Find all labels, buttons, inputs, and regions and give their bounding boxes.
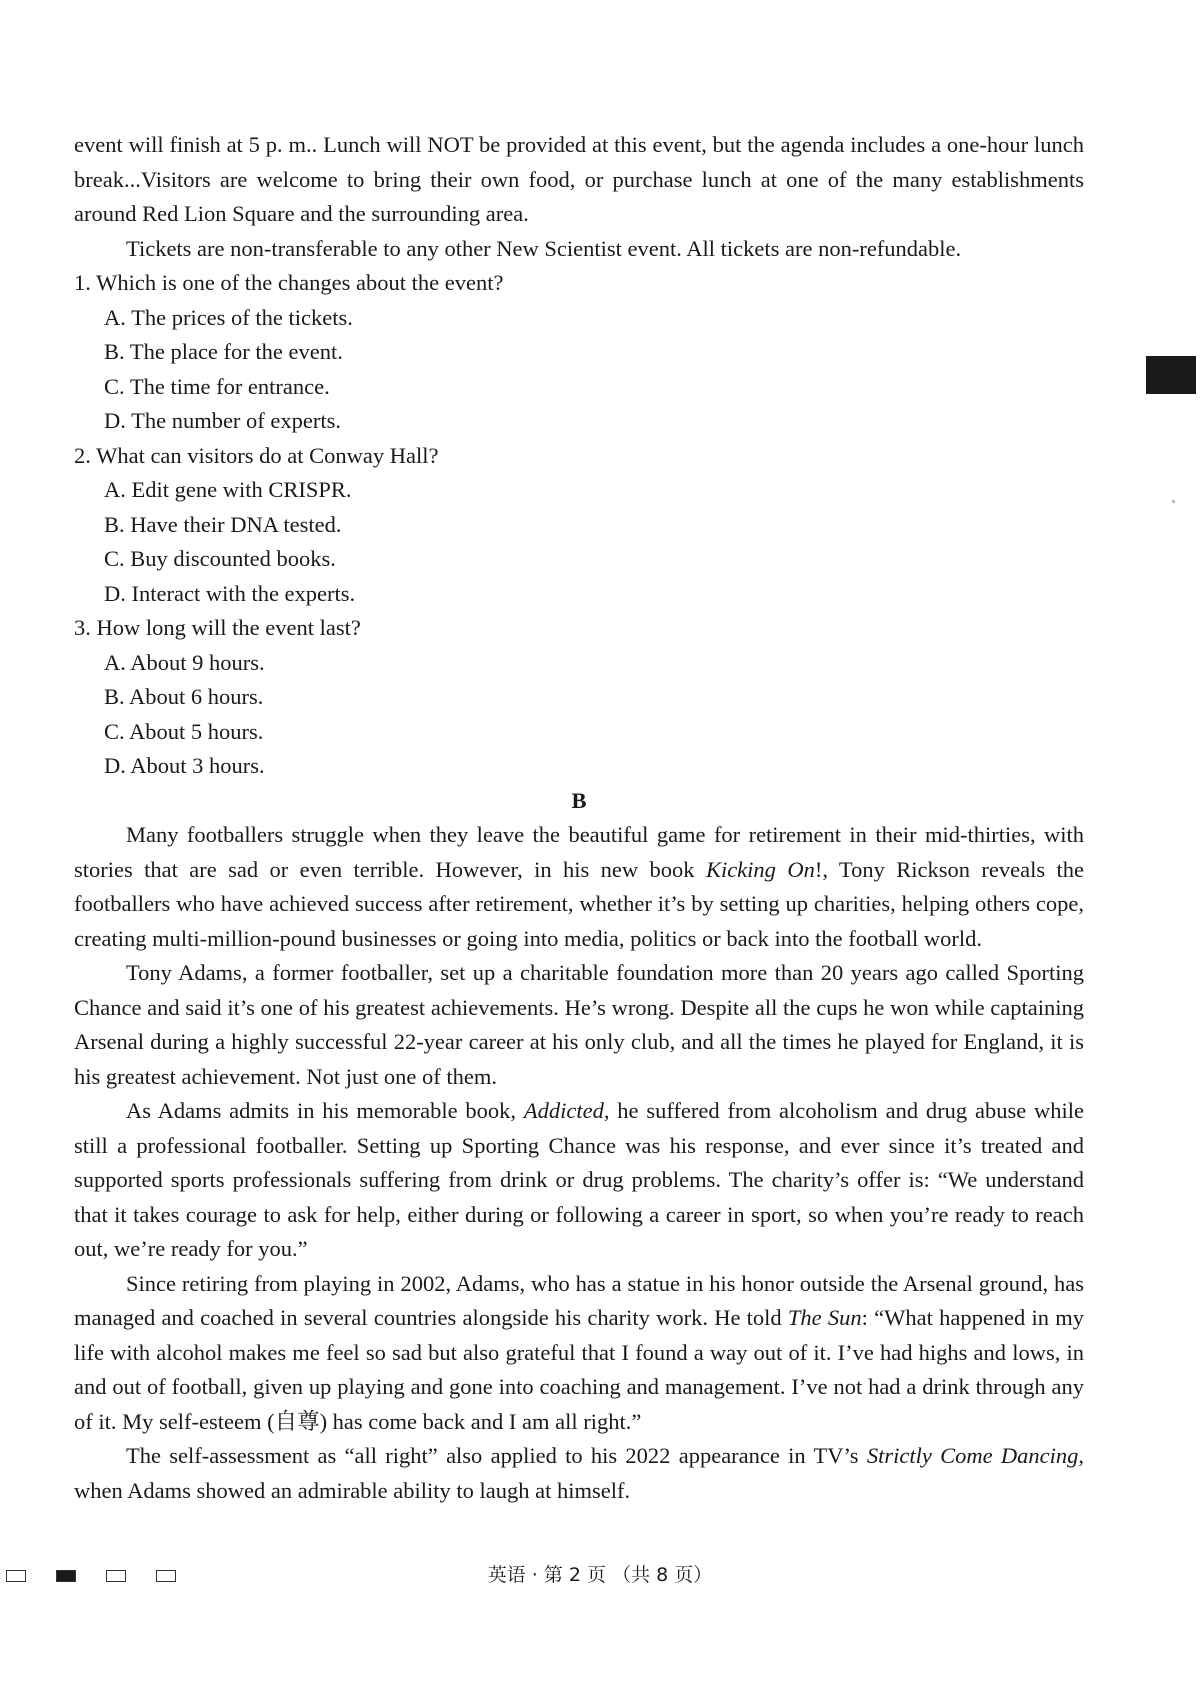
page-footer [0,1562,1200,1592]
text-run: Since retiring from playing in 2002, Adams, who has a statue in his honor outside the Arsenal ground, has managed and coached in several countries alongside his charity work. He told [74,1270,1084,1330]
option-d: D. The number of experts. [104,408,342,433]
question-2 [74,439,1084,612]
options [104,646,1084,784]
section-heading: B [571,787,587,813]
passage-b-paragraph-1 [74,818,1084,956]
text-run: !, Tony Rickson reveals the footballers who have achieved success after retirement, whether it’s by setting up charities, helping others cope, creating multi-million-pound businesses or going into media, politics or back into the football world. [74,856,1084,951]
book-title: Addicted [523,1098,604,1123]
options [104,301,1084,439]
option-d: D. About 3 hours. [104,753,265,778]
passage-b-paragraph-2: Tony Adams, a former footballer, set up a charitable foundation more than 20 years ago called Sporting Chance and said it’s one of his greatest achievements. He’s wrong. Despite all the cups he won while captaining Arsenal during a highly successful 22-year career at his only club, and all the times he played for England, it is his greatest achievement. Not just one of them. [74,960,1084,1089]
book-title: Kicking On [705,856,815,882]
newspaper-title: The Sun [787,1305,862,1330]
text-run: : “What happened in my life with alcohol makes me feel so sad but also grateful that I found a way out of it. I’ve had highs and lows, in and out of football, given up playing and gone into coaching and management. I’ve not had a drink through any of it. My self-esteem (自尊) has come back and I am all right.” [74,1305,1085,1434]
page-edge-tab-marker [1146,356,1196,394]
question-1 [74,266,1084,439]
option-b: B. Have their DNA tested. [104,511,342,537]
question-stem: 2. What can visitors do at Conway Hall? [74,442,439,468]
text-run: , he suffered from alcoholism and drug abuse while still a professional footballer. Setting up Sporting Chance was his response, and ever since it’s treated and supported sports professionals suffering from drink or drug problems. The charity’s offer is: “We understand that it takes courage to ask for help, either during or following a career in sport, so when you’re ready to reach out, we’re ready for you.” [74,1098,1084,1261]
option-b: B. About 6 hours. [104,684,264,709]
page-number: 英语 · 第 2 页 （共 8 页） [487,1564,713,1586]
options [104,473,1084,611]
tv-show-title: Strictly Come Dancing [866,1443,1079,1468]
passage-a-paragraph: event will finish at 5 p. m.. Lunch will NOT be provided at this event, but the agenda includes a one-hour lunch break...Visitors are welcome to bring their own food, or purchase lunch at one of the many establishments around Red Lion Square and the surrounding area. [74,132,1084,226]
question-stem: 3. How long will the event last? [74,615,361,640]
scan-speck [1172,500,1175,503]
passage-b-paragraph-4 [74,1267,1084,1440]
option-c: C. About 5 hours. [104,718,264,744]
passage-a-paragraph: Tickets are non-transferable to any other New Scientist event. All tickets are non-refundable. [126,235,962,261]
option-d: D. Interact with the experts. [104,580,356,606]
option-c: C. The time for entrance. [104,373,330,399]
passage-a-ending [74,128,1084,1508]
text-run: The self-assessment as “all right” also applied to his 2022 appearance in TV’s [126,1443,867,1468]
option-b: B. The place for the event. [104,339,343,364]
option-a: A. Edit gene with CRISPR. [104,477,352,502]
option-c: C. Buy discounted books. [104,546,336,571]
option-a: A. The prices of the tickets. [104,304,353,330]
text-run: As Adams admits in his memorable book, [126,1098,524,1123]
passage-b-paragraph-5 [74,1439,1084,1508]
text-run: Many footballers struggle when they leave the beautiful game for retirement in their mid-thirties, with stories that are sad or even terrible. However, in his new book [74,822,1084,882]
question-stem: 1. Which is one of the changes about the event? [74,270,504,295]
option-a: A. About 9 hours. [104,649,265,675]
text-run: , when Adams showed an admirable ability to laugh at himself. [74,1443,1084,1503]
passage-b-paragraph-3 [74,1094,1084,1267]
question-3 [74,611,1084,784]
